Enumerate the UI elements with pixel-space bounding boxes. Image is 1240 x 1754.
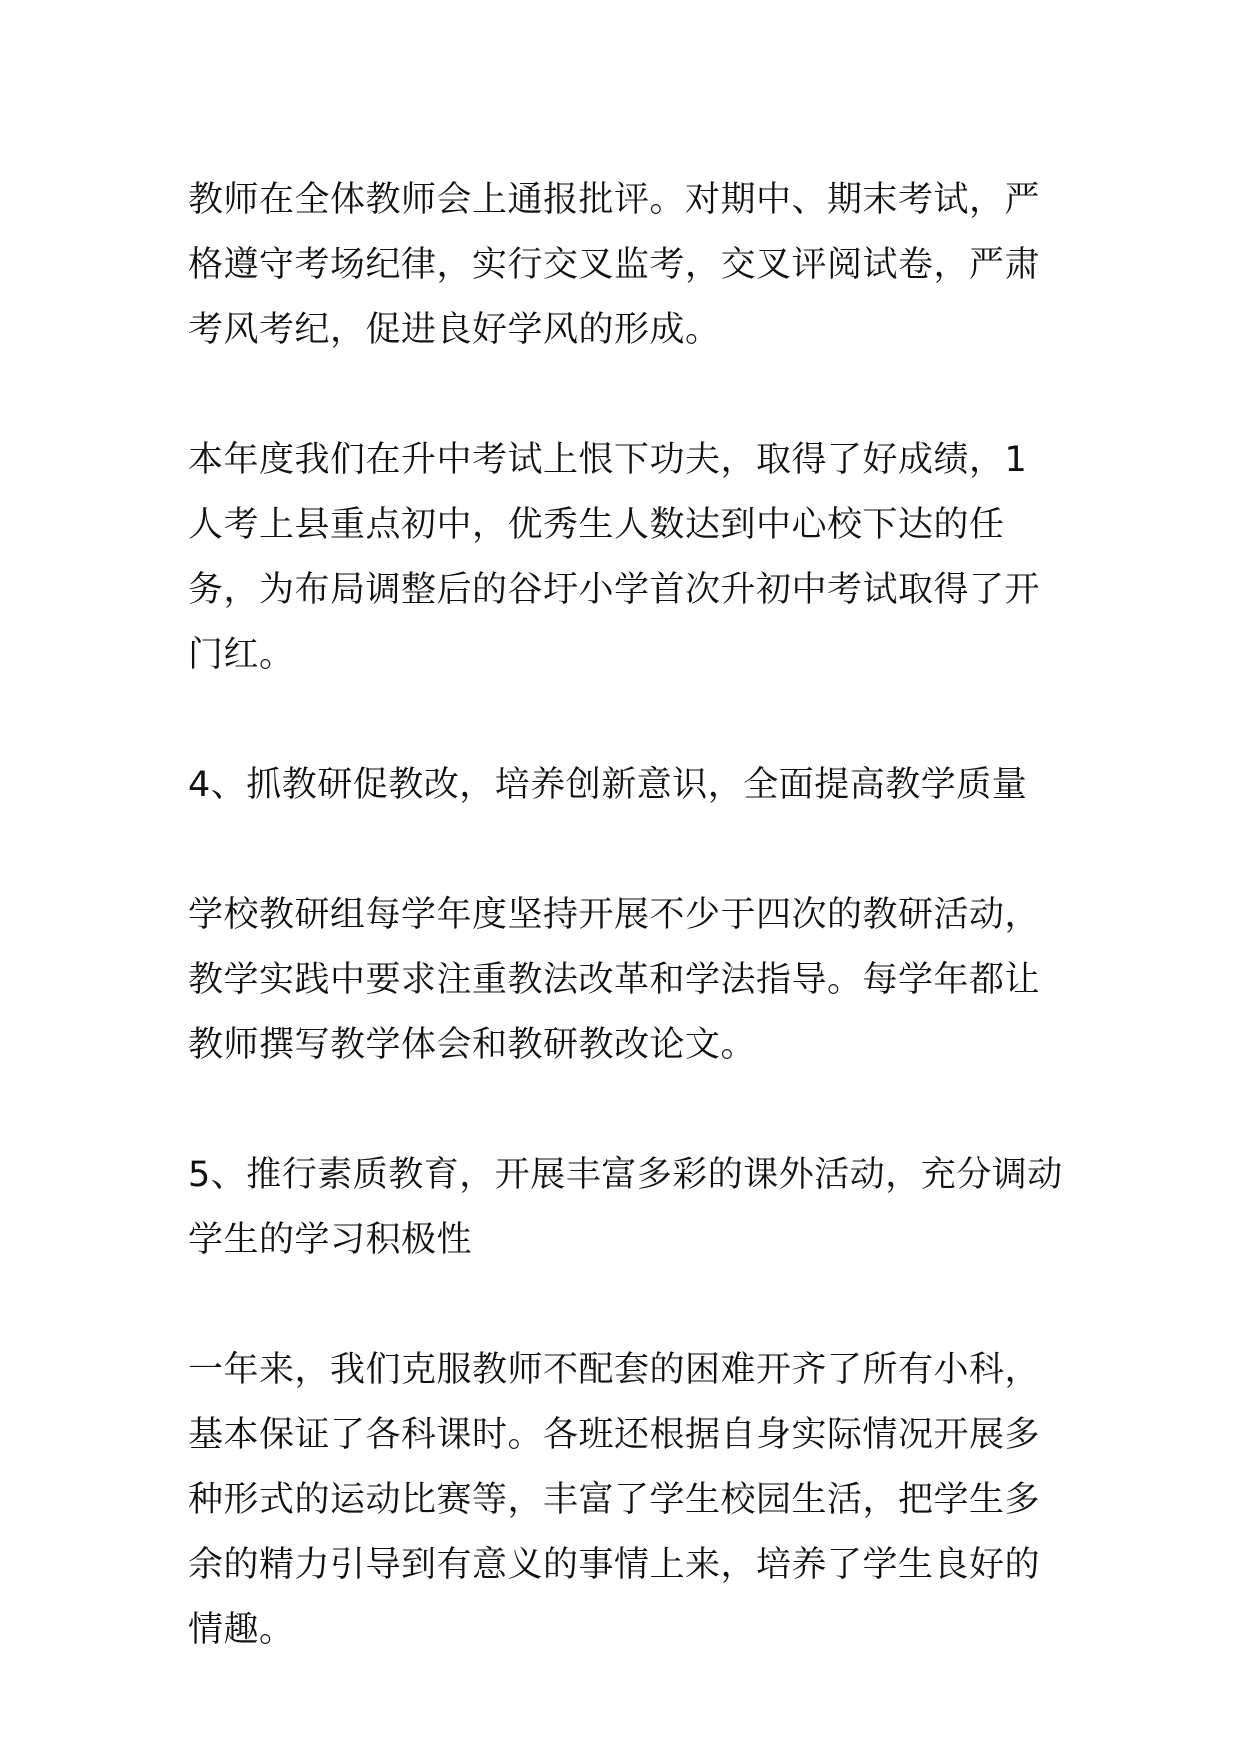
paragraph-gap <box>188 688 1068 753</box>
paragraph-exam-discipline: 教师在全体教师会上通报批评。对期中、期末考试，严格遵守考场纪律，实行交叉监考，交叉评阅试卷，严肃考风考纪，促进良好学风的形成。 <box>188 180 1041 350</box>
paragraph-entrance-exam-results: 本年度我们在升中考试上恨下功夫，取得了好成绩，1 人考上县重点初中，优秀生人数达到中心校下达的任务，为布局调整后的谷圩小学首次升初中考试取得了开门红。 <box>188 440 1041 675</box>
section-heading-5: 5、推行素质教育，开展丰富多彩的课外活动，充分调动学生的学习积极性 <box>188 1155 1063 1260</box>
paragraph-gap <box>188 1078 1068 1143</box>
paragraph-gap <box>188 363 1068 428</box>
document-body <box>188 168 1068 1663</box>
paragraph-gap <box>188 818 1068 883</box>
paragraph-gap <box>188 1273 1068 1338</box>
paragraph-teaching-research: 学校教研组每学年度坚持开展不少于四次的教研活动，教学实践中要求注重教法改革和学法指导。每学年都让教师撰写教学体会和教研教改论文。 <box>188 895 1041 1065</box>
paragraph-extracurricular-activities: 一年来，我们克服教师不配套的困难开齐了所有小科，基本保证了各科课时。各班还根据自身实际情况开展多种形式的运动比赛等，丰富了学生校园生活，把学生多余的精力引导到有意义的事情上来，培养了学生良好的情趣。 <box>188 1350 1041 1650</box>
section-heading-4: 4、抓教研促教改，培养创新意识，全面提高教学质量 <box>188 765 1028 805</box>
